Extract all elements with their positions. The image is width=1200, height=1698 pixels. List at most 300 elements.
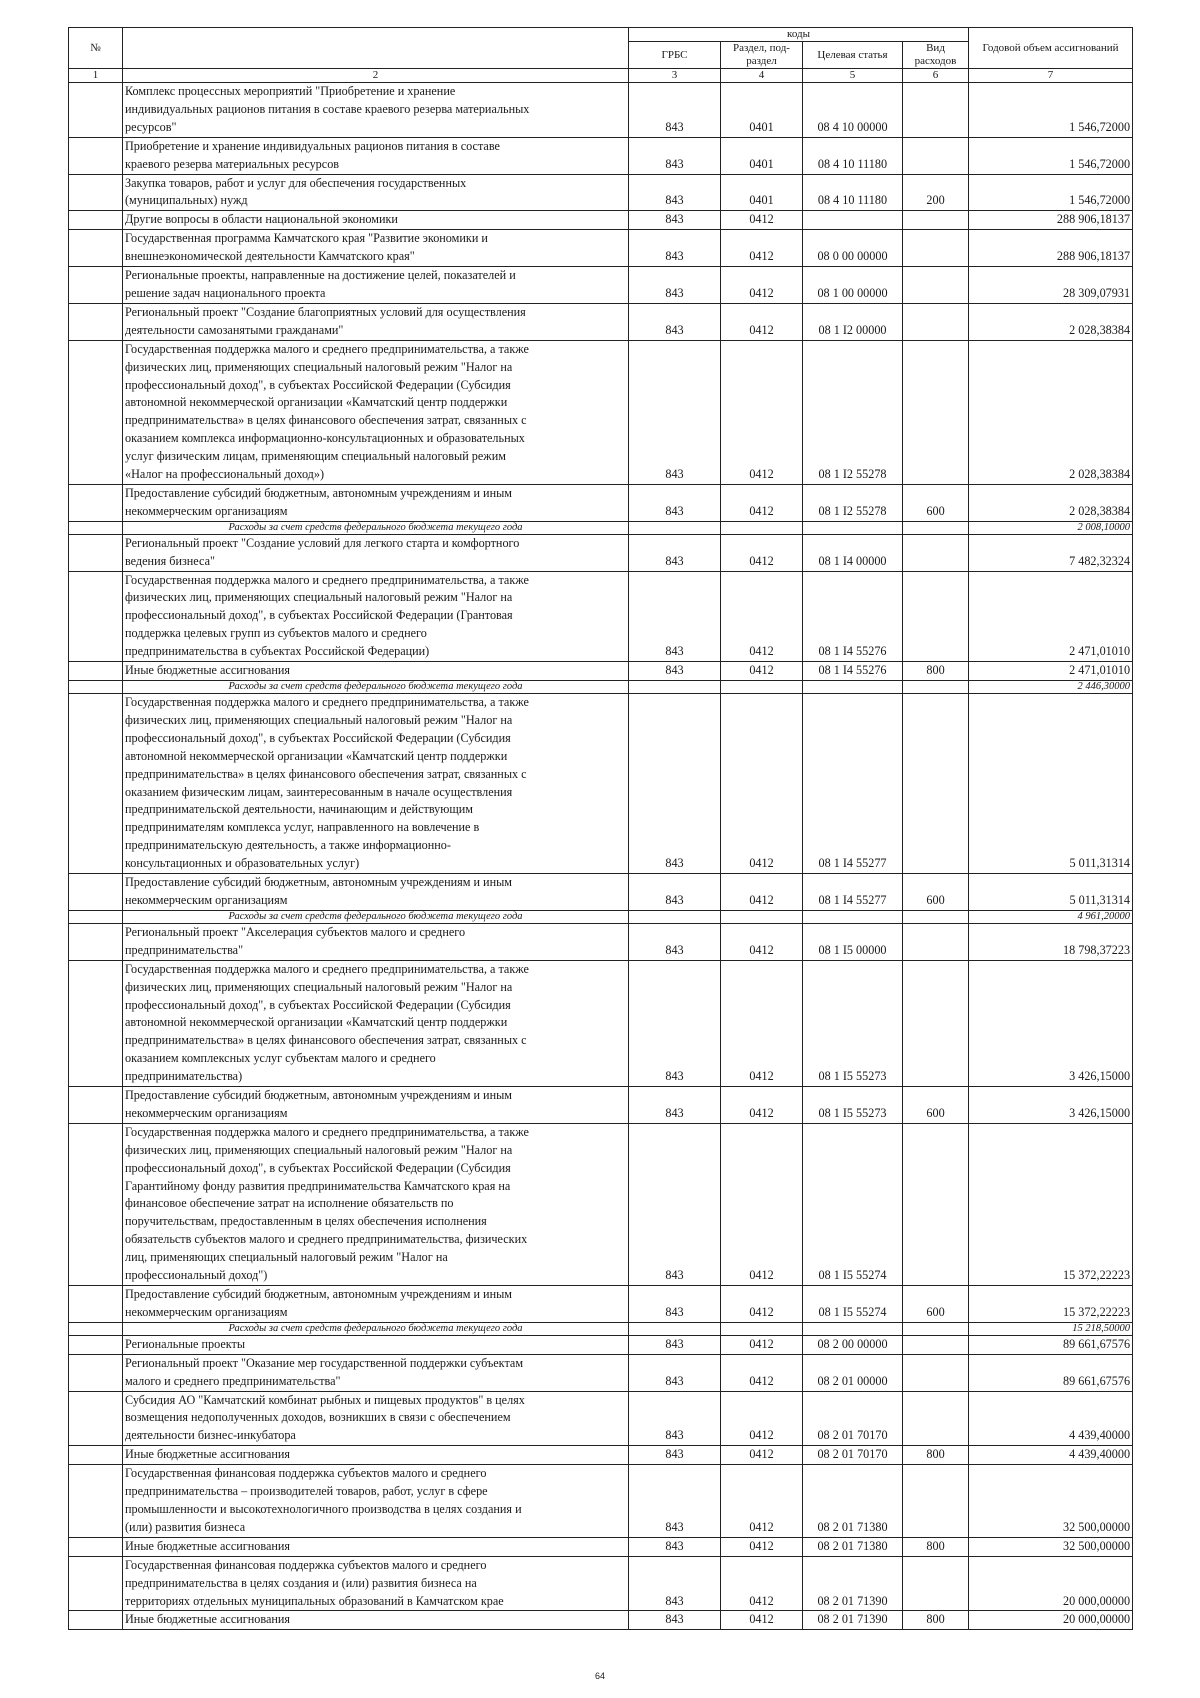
grbs-code: 843 (629, 1446, 721, 1465)
vid-code (903, 1465, 969, 1538)
budget-table (68, 27, 1133, 1630)
item-name (123, 1286, 629, 1323)
grbs-cell (629, 521, 721, 534)
item-name-line: деятельности самозанятыми гражданами" (125, 322, 344, 337)
item-name-line: предпринимательства» в целях финансового обеспечения затрат, связанных с (125, 1033, 527, 1048)
celevaya-code: 08 1 I5 55274 (803, 1286, 903, 1323)
grbs-code: 843 (629, 1391, 721, 1446)
item-name-line: индивидуальных рационов питания в составе краевого резерва материальных (125, 101, 530, 116)
celevaya-code: 08 1 I5 55273 (803, 960, 903, 1086)
item-name-line: Региональные проекты, направленные на достижение целей, показателей и (125, 268, 516, 283)
item-name (123, 1465, 629, 1538)
grbs-code: 843 (629, 267, 721, 304)
razdel-code: 0412 (721, 1335, 803, 1354)
celevaya-cell (803, 1322, 903, 1335)
amount-value: 1 546,72000 (969, 174, 1133, 211)
razdel-code: 0412 (721, 211, 803, 230)
razdel-cell (721, 681, 803, 694)
item-name-line: Иные бюджетные ассигнования (125, 1538, 291, 1553)
item-name (123, 1446, 629, 1465)
item-name-line: некоммерческим организациям (125, 1105, 288, 1120)
razdel-cell (721, 910, 803, 923)
item-name-line: предпринимателям комплекса услуг, направленного на вовлечение в (125, 820, 480, 835)
grbs-code: 843 (629, 1537, 721, 1556)
celevaya-code: 08 2 01 71390 (803, 1556, 903, 1611)
col-number-1: 1 (69, 69, 123, 83)
razdel-code: 0412 (721, 1465, 803, 1538)
item-name-line: ресурсов" (125, 119, 177, 134)
item-name (123, 960, 629, 1086)
item-name-line: Государственная поддержка малого и среднего предпринимательства, а также (125, 341, 529, 356)
item-name-line: Региональный проект "Создание благоприятных условий для осуществления (125, 304, 526, 319)
celevaya-code: 08 1 I2 00000 (803, 303, 903, 340)
item-name-line: предпринимательства – производителей товаров, работ, услуг в сфере (125, 1484, 488, 1499)
item-name (123, 874, 629, 911)
razdel-code: 0401 (721, 174, 803, 211)
item-name-line: (или) развития бизнеса (125, 1519, 246, 1534)
celevaya-code: 08 1 I4 55276 (803, 571, 903, 662)
item-name (123, 1354, 629, 1391)
amount-value: 2 471,01010 (969, 662, 1133, 681)
table-row (69, 571, 1133, 662)
item-name-line: краевого резерва материальных ресурсов (125, 156, 340, 171)
vid-code (903, 211, 969, 230)
item-name-line: Гарантийному фонду развития предпринимательства Камчатского края на (125, 1178, 511, 1193)
item-name-line: Иные бюджетные ассигнования (125, 1612, 291, 1627)
table-row (69, 923, 1133, 960)
celevaya-code (803, 211, 903, 230)
item-name-line: предпринимательства» в целях финансового обеспечения затрат, связанных с (125, 766, 527, 781)
celevaya-cell (803, 910, 903, 923)
header-amount: Годовой объем ассигнований (969, 28, 1133, 69)
item-name-line: Государственная поддержка малого и среднего предпринимательства, а также (125, 961, 529, 976)
federal-funds-amount: 2 008,10000 (969, 521, 1133, 534)
vid-code (903, 1391, 969, 1446)
amount-value: 89 661,67576 (969, 1354, 1133, 1391)
celevaya-cell (803, 521, 903, 534)
federal-funds-row (69, 910, 1133, 923)
item-name-line: поручительствам, предоставленным в целях обеспечения исполнения (125, 1214, 487, 1229)
item-name-line: Региональный проект "Оказание мер государственной поддержки субъектам (125, 1355, 524, 1370)
razdel-code: 0401 (721, 83, 803, 138)
table-row (69, 662, 1133, 681)
federal-funds-row (69, 1322, 1133, 1335)
vid-code: 800 (903, 1446, 969, 1465)
table-row (69, 83, 1133, 138)
item-name-line: малого и среднего предпринимательства" (125, 1373, 341, 1388)
row-number-cell (69, 662, 123, 681)
grbs-code: 843 (629, 211, 721, 230)
item-name-line: возмещения недополученных доходов, возникших в связи с обеспечением (125, 1410, 511, 1425)
grbs-code: 843 (629, 662, 721, 681)
table-row (69, 1391, 1133, 1446)
item-name-line: оказанием комплекса информационно-консультационных и образовательных (125, 431, 525, 446)
col-number-7: 7 (969, 69, 1133, 83)
vid-code (903, 230, 969, 267)
row-number-cell (69, 571, 123, 662)
razdel-code: 0412 (721, 1446, 803, 1465)
item-name-line: автономной некоммерческой организации «Камчатский центр поддержки (125, 748, 508, 763)
item-name-line: «Налог на профессиональный доход») (125, 467, 325, 482)
row-number-cell (69, 694, 123, 874)
celevaya-code: 08 4 10 11180 (803, 137, 903, 174)
item-name (123, 1391, 629, 1446)
celevaya-code: 08 1 I4 00000 (803, 534, 903, 571)
item-name-line: Региональный проект "Акселерация субъектов малого и среднего (125, 924, 466, 939)
celevaya-code: 08 2 01 71390 (803, 1611, 903, 1630)
grbs-code: 843 (629, 1556, 721, 1611)
celevaya-code: 08 2 01 70170 (803, 1391, 903, 1446)
vid-code: 200 (903, 174, 969, 211)
grbs-code: 843 (629, 571, 721, 662)
item-name (123, 923, 629, 960)
item-name-line: профессиональный доход", в субъектах Российской Федерации (Субсидия (125, 730, 511, 745)
row-number-cell (69, 1322, 123, 1335)
table-row (69, 694, 1133, 874)
col-number-6: 6 (903, 69, 969, 83)
amount-value: 89 661,67576 (969, 1335, 1133, 1354)
item-name-line: физических лиц, применяющих специальный налоговый режим "Налог на (125, 590, 513, 605)
row-number-cell (69, 1611, 123, 1630)
grbs-code: 843 (629, 874, 721, 911)
item-name-line: внешнеэкономической деятельности Камчатского края" (125, 249, 415, 264)
table-row (69, 340, 1133, 484)
row-number-cell (69, 1391, 123, 1446)
item-name-line: Государственная поддержка малого и среднего предпринимательства, а также (125, 572, 529, 587)
row-number-cell (69, 910, 123, 923)
grbs-code: 843 (629, 137, 721, 174)
item-name (123, 662, 629, 681)
razdel-code: 0412 (721, 1556, 803, 1611)
amount-value: 3 426,15000 (969, 960, 1133, 1086)
celevaya-code: 08 2 01 70170 (803, 1446, 903, 1465)
grbs-code: 843 (629, 1465, 721, 1538)
razdel-code: 0412 (721, 694, 803, 874)
celevaya-code: 08 1 I4 55276 (803, 662, 903, 681)
grbs-code: 843 (629, 1335, 721, 1354)
razdel-code: 0412 (721, 1391, 803, 1446)
row-number-cell (69, 521, 123, 534)
vid-cell (903, 521, 969, 534)
item-name-line: профессиональный доход", в субъектах Российской Федерации (Субсидия (125, 1160, 511, 1175)
amount-value: 20 000,00000 (969, 1611, 1133, 1630)
grbs-code: 843 (629, 484, 721, 521)
vid-code (903, 1123, 969, 1285)
item-name (123, 1335, 629, 1354)
vid-code: 800 (903, 1611, 969, 1630)
table-row (69, 174, 1133, 211)
item-name-line: некоммерческим организациям (125, 892, 288, 907)
item-name-line: финансовое обеспечение затрат на исполнение обязательств по (125, 1196, 454, 1211)
amount-value: 3 426,15000 (969, 1087, 1133, 1124)
table-header (69, 28, 1133, 83)
celevaya-code: 08 1 I2 55278 (803, 340, 903, 484)
amount-value: 7 482,32324 (969, 534, 1133, 571)
amount-value: 1 546,72000 (969, 83, 1133, 138)
row-number-cell (69, 83, 123, 138)
item-name-line: Предоставление субсидий бюджетным, автономным учреждениям и иным (125, 1287, 512, 1301)
table-row (69, 1286, 1133, 1323)
row-number-cell (69, 681, 123, 694)
vid-cell (903, 1322, 969, 1335)
celevaya-code: 08 4 10 00000 (803, 83, 903, 138)
item-name-line: ведения бизнеса" (125, 553, 215, 568)
item-name-line: Предоставление субсидий бюджетным, автономным учреждениям и иным (125, 1088, 512, 1103)
amount-value: 288 906,18137 (969, 230, 1133, 267)
vid-code (903, 694, 969, 874)
celevaya-code: 08 2 01 71380 (803, 1537, 903, 1556)
razdel-code: 0412 (721, 1123, 803, 1285)
item-name (123, 1556, 629, 1611)
row-number-cell (69, 174, 123, 211)
amount-value: 2 028,38384 (969, 484, 1133, 521)
item-name-line: Предоставление субсидий бюджетным, автономным учреждениям и иным (125, 875, 512, 890)
celevaya-code: 08 1 I2 55278 (803, 484, 903, 521)
razdel-code: 0412 (721, 1286, 803, 1323)
item-name (123, 83, 629, 138)
item-name-line: автономной некоммерческой организации «Камчатский центр поддержки (125, 395, 508, 410)
grbs-code: 843 (629, 303, 721, 340)
celevaya-code: 08 2 01 71380 (803, 1465, 903, 1538)
table-row (69, 1537, 1133, 1556)
item-name-line: (муниципальных) нужд (125, 193, 248, 208)
federal-funds-label: Расходы за счет средств федерального бюджета текущего года (123, 1322, 629, 1335)
item-name (123, 1537, 629, 1556)
table-row (69, 534, 1133, 571)
razdel-code: 0401 (721, 137, 803, 174)
amount-value: 32 500,00000 (969, 1465, 1133, 1538)
amount-value: 5 011,31314 (969, 874, 1133, 911)
razdel-code: 0412 (721, 874, 803, 911)
vid-code: 800 (903, 662, 969, 681)
row-number-cell (69, 137, 123, 174)
amount-value: 4 439,40000 (969, 1446, 1133, 1465)
item-name (123, 211, 629, 230)
row-number-cell (69, 211, 123, 230)
item-name-line: Закупка товаров, работ и услуг для обеспечения государственных (125, 175, 467, 190)
razdel-code: 0412 (721, 1611, 803, 1630)
vid-code: 600 (903, 484, 969, 521)
celevaya-code: 08 1 I4 55277 (803, 874, 903, 911)
amount-value: 18 798,37223 (969, 923, 1133, 960)
item-name (123, 571, 629, 662)
item-name-line: предпринимательства" (125, 942, 244, 957)
item-name (123, 303, 629, 340)
table-row (69, 484, 1133, 521)
vid-code: 600 (903, 1087, 969, 1124)
amount-value: 2 028,38384 (969, 303, 1133, 340)
amount-value: 2 028,38384 (969, 340, 1133, 484)
row-number-cell (69, 1123, 123, 1285)
item-name (123, 694, 629, 874)
celevaya-code: 08 1 00 00000 (803, 267, 903, 304)
item-name (123, 1087, 629, 1124)
item-name-line: автономной некоммерческой организации «Камчатский центр поддержки (125, 1015, 508, 1030)
vid-code (903, 923, 969, 960)
item-name-line: промышленности и высокотехнологичного производства в целях создания и (125, 1501, 522, 1516)
celevaya-code: 08 1 I4 55277 (803, 694, 903, 874)
row-number-cell (69, 340, 123, 484)
federal-funds-label: Расходы за счет средств федерального бюджета текущего года (123, 910, 629, 923)
grbs-code: 843 (629, 340, 721, 484)
header-name (123, 28, 629, 69)
item-name-line: профессиональный доход", в субъектах Российской Федерации (Грантовая (125, 608, 513, 623)
vid-code (903, 534, 969, 571)
razdel-code: 0412 (721, 662, 803, 681)
item-name-line: предпринимательской деятельности, начинающим и действующим (125, 802, 473, 817)
vid-cell (903, 910, 969, 923)
item-name-line: предпринимательскую деятельность, а также информационно- (125, 838, 451, 853)
item-name-line: Региональные проекты (125, 1336, 246, 1351)
razdel-code: 0412 (721, 1537, 803, 1556)
amount-value: 1 546,72000 (969, 137, 1133, 174)
vid-code (903, 1556, 969, 1611)
vid-code: 600 (903, 874, 969, 911)
vid-code (903, 1354, 969, 1391)
row-number-cell (69, 303, 123, 340)
item-name-line: профессиональный доход") (125, 1268, 268, 1283)
razdel-code: 0412 (721, 484, 803, 521)
vid-code (903, 571, 969, 662)
row-number-cell (69, 534, 123, 571)
table-row (69, 1446, 1133, 1465)
vid-code (903, 83, 969, 138)
table-row (69, 267, 1133, 304)
item-name-line: Региональный проект "Создание условий для легкого старта и комфортного (125, 535, 520, 550)
federal-funds-label: Расходы за счет средств федерального бюджета текущего года (123, 521, 629, 534)
row-number-cell (69, 960, 123, 1086)
item-name (123, 267, 629, 304)
item-name-line: решение задач национального проекта (125, 285, 326, 300)
row-number-cell (69, 1286, 123, 1323)
item-name-line: физических лиц, применяющих специальный налоговый режим "Налог на (125, 359, 513, 374)
item-name-line: Государственная поддержка малого и среднего предпринимательства, а также (125, 695, 529, 709)
razdel-code: 0412 (721, 1087, 803, 1124)
table-row (69, 137, 1133, 174)
item-name-line: профессиональный доход", в субъектах Российской Федерации (Субсидия (125, 997, 511, 1012)
table-row (69, 874, 1133, 911)
celevaya-code: 08 1 I5 00000 (803, 923, 903, 960)
table-row (69, 1354, 1133, 1391)
item-name-line: физических лиц, применяющих специальный налоговый режим "Налог на (125, 712, 513, 727)
item-name-line: некоммерческим организациям (125, 503, 288, 518)
razdel-code: 0412 (721, 534, 803, 571)
header-celevaya: Целевая статья (803, 42, 903, 69)
item-name (123, 174, 629, 211)
header-razdel: Раздел, под-раздел (721, 42, 803, 69)
row-number-cell (69, 1556, 123, 1611)
header-kody: коды (629, 28, 969, 42)
row-number-cell (69, 1465, 123, 1538)
item-name (123, 230, 629, 267)
celevaya-code: 08 2 00 00000 (803, 1335, 903, 1354)
item-name-line: Иные бюджетные ассигнования (125, 1447, 291, 1462)
row-number-cell (69, 874, 123, 911)
grbs-cell (629, 910, 721, 923)
grbs-code: 843 (629, 960, 721, 1086)
grbs-cell (629, 1322, 721, 1335)
col-number-3: 3 (629, 69, 721, 83)
table-row (69, 1611, 1133, 1630)
vid-code (903, 340, 969, 484)
header-grbs: ГРБС (629, 42, 721, 69)
row-number-cell (69, 484, 123, 521)
item-name-line: территориях отдельных муниципальных образований в Камчатском крае (125, 1593, 504, 1608)
item-name-line: предпринимательства в субъектах Российской Федерации) (125, 644, 430, 659)
razdel-code: 0412 (721, 340, 803, 484)
header-no: № (69, 28, 123, 69)
amount-value: 5 011,31314 (969, 694, 1133, 874)
table-row (69, 211, 1133, 230)
celevaya-code: 08 1 I5 55274 (803, 1123, 903, 1285)
budget-sheet (68, 27, 1132, 1630)
item-name-line: Предоставление субсидий бюджетным, автономным учреждениям и иным (125, 485, 512, 500)
celevaya-code: 08 0 00 00000 (803, 230, 903, 267)
celevaya-code: 08 2 01 00000 (803, 1354, 903, 1391)
item-name-line: Государственная финансовая поддержка субъектов малого и среднего (125, 1557, 487, 1572)
col-number-5: 5 (803, 69, 903, 83)
col-number-2: 2 (123, 69, 629, 83)
vid-code (903, 137, 969, 174)
amount-value: 15 372,22223 (969, 1286, 1133, 1323)
item-name-line: предпринимательства) (125, 1069, 243, 1084)
item-name-line: деятельности бизнес-инкубатора (125, 1428, 296, 1443)
amount-value: 20 000,00000 (969, 1556, 1133, 1611)
item-name-line: физических лиц, применяющих специальный налоговый режим "Налог на (125, 979, 513, 994)
item-name-line: Государственная программа Камчатского края "Развитие экономики и (125, 231, 488, 246)
grbs-code: 843 (629, 1087, 721, 1124)
row-number-cell (69, 267, 123, 304)
razdel-code: 0412 (721, 923, 803, 960)
vid-code: 600 (903, 1286, 969, 1323)
item-name-line: Комплекс процессных мероприятий "Приобретение и хранение (125, 84, 456, 98)
razdel-code: 0412 (721, 960, 803, 1086)
amount-value: 4 439,40000 (969, 1391, 1133, 1446)
federal-funds-amount: 4 961,20000 (969, 910, 1133, 923)
amount-value: 28 309,07931 (969, 267, 1133, 304)
row-number-cell (69, 1335, 123, 1354)
vid-code (903, 267, 969, 304)
item-name-line: консультационных и образовательных услуг) (125, 856, 360, 871)
razdel-code: 0412 (721, 267, 803, 304)
table-body (69, 83, 1133, 1630)
federal-funds-amount: 15 218,50000 (969, 1322, 1133, 1335)
row-number-cell (69, 1537, 123, 1556)
item-name-line: профессиональный доход", в субъектах Российской Федерации (Субсидия (125, 377, 511, 392)
razdel-code: 0412 (721, 303, 803, 340)
col-number-4: 4 (721, 69, 803, 83)
razdel-cell (721, 1322, 803, 1335)
vid-code: 800 (903, 1537, 969, 1556)
vid-code (903, 960, 969, 1086)
federal-funds-amount: 2 446,30000 (969, 681, 1133, 694)
grbs-cell (629, 681, 721, 694)
item-name (123, 484, 629, 521)
item-name-line: Государственная финансовая поддержка субъектов малого и среднего (125, 1466, 487, 1481)
razdel-code: 0412 (721, 571, 803, 662)
item-name (123, 1611, 629, 1630)
grbs-code: 843 (629, 534, 721, 571)
table-row (69, 1335, 1133, 1354)
item-name-line: оказанием комплексных услуг субъектам малого и среднего (125, 1051, 436, 1066)
table-row (69, 1123, 1133, 1285)
federal-funds-label: Расходы за счет средств федерального бюджета текущего года (123, 681, 629, 694)
grbs-code: 843 (629, 923, 721, 960)
row-number-cell (69, 1354, 123, 1391)
celevaya-code: 08 4 10 11180 (803, 174, 903, 211)
item-name-line: предпринимательства» в целях финансового обеспечения затрат, связанных с (125, 413, 527, 428)
item-name (123, 1123, 629, 1285)
